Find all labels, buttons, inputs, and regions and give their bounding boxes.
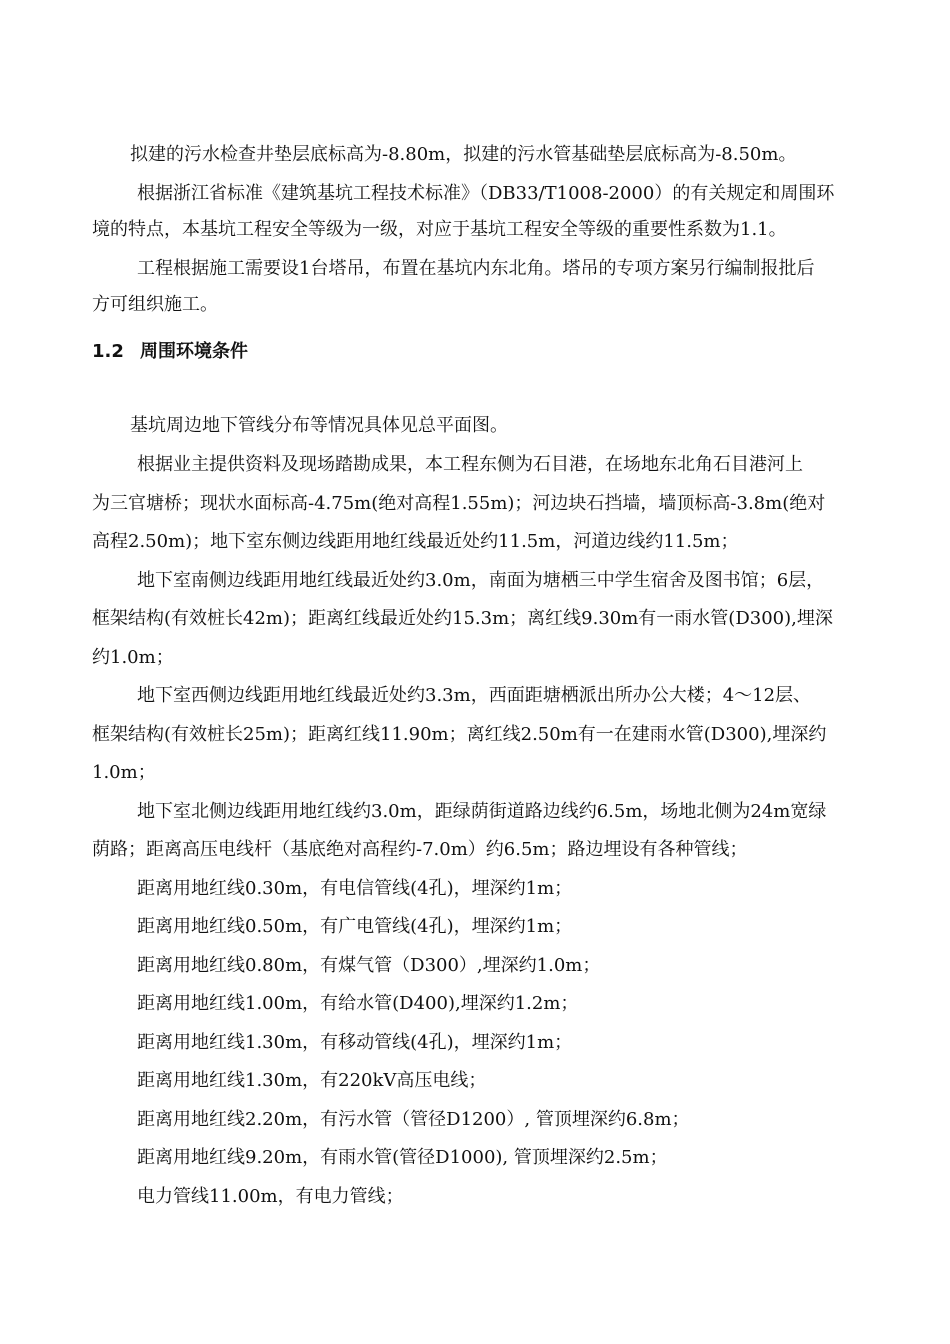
pipeline-item: 距离用地红线1.00m，有给水管(D400),埋深约1.2m； xyxy=(137,993,579,1014)
paragraph-line: 工程根据施工需要设1台塔吊，布置在基坑内东北角。塔吊的专项方案另行编制报批后 xyxy=(137,258,815,279)
pipeline-item: 距离用地红线0.50m，有广电管线(4孔)，埋深约1m； xyxy=(137,916,573,937)
paragraph-line: 地下室北侧边线距用地红线约3.0m，距绿荫街道路边线约6.5m，场地北侧为24m宽绿 xyxy=(137,801,827,822)
paragraph-line: 框架结构(有效桩长25m)；距离红线11.90m；离红线2.50m有一在建雨水管(D300),埋深约 xyxy=(92,724,827,745)
paragraph-line: 为三官塘桥；现状水面标高-4.75m(绝对高程1.55m)；河边块石挡墙，墙顶标高-3.8m(绝对 xyxy=(92,493,826,514)
section-heading xyxy=(92,340,248,364)
paragraph-line: 方可组织施工。 xyxy=(92,294,218,315)
paragraph-line: 根据浙江省标准《建筑基坑工程技术标准》（DB33/T1008-2000）的有关规定和周围环 xyxy=(137,183,835,204)
paragraph-line: 拟建的污水检查井垫层底标高为-8.80m，拟建的污水管基础垫层底标高为-8.50m。 xyxy=(130,144,797,165)
pipeline-item: 距离用地红线1.30m，有220kV高压电线； xyxy=(137,1070,487,1091)
paragraph-line: 境的特点，本基坑工程安全等级为一级，对应于基坑工程安全等级的重要性系数为1.1。 xyxy=(92,219,787,240)
pipeline-item: 距离用地红线1.30m，有移动管线(4孔)，埋深约1m； xyxy=(137,1032,573,1053)
pipeline-item: 距离用地红线9.20m，有雨水管(管径D1000), 管顶埋深约2.5m； xyxy=(137,1147,668,1168)
paragraph-line: 框架结构(有效桩长42m)；距离红线最近处约15.3m；离红线9.30m有一雨水管(D300),埋深 xyxy=(92,608,833,629)
paragraph-line: 约1.0m； xyxy=(92,647,174,668)
paragraph-line: 根据业主提供资料及现场踏勘成果，本工程东侧为石目港，在场地东北角石目港河上 xyxy=(137,454,803,475)
section-title: 周围环境条件 xyxy=(140,341,248,362)
pipeline-item: 距离用地红线0.30m，有电信管线(4孔)，埋深约1m； xyxy=(137,878,573,899)
pipeline-item: 距离用地红线0.80m，有煤气管（D300）,埋深约1.0m； xyxy=(137,955,601,976)
section-number: 1.2 xyxy=(92,341,124,362)
pipeline-item: 电力管线11.00m，有电力管线； xyxy=(137,1186,404,1207)
paragraph-line: 基坑周边地下管线分布等情况具体见总平面图。 xyxy=(130,415,508,436)
paragraph-line: 荫路；距离高压电线杆（基底绝对高程约-7.0m）约6.5m；路边埋设有各种管线； xyxy=(92,839,748,860)
pipeline-item: 距离用地红线2.20m，有污水管（管径D1200）, 管顶埋深约6.8m； xyxy=(137,1109,690,1130)
paragraph-line: 地下室西侧边线距用地红线最近处约3.3m，西面距塘栖派出所办公大楼；4～12层、 xyxy=(137,685,812,706)
paragraph-line: 1.0m； xyxy=(92,762,156,783)
paragraph-line: 地下室南侧边线距用地红线最近处约3.0m，南面为塘栖三中学生宿舍及图书馆；6层， xyxy=(137,570,825,591)
paragraph-line: 高程2.50m)；地下室东侧边线距用地红线最近处约11.5m，河道边线约11.5m； xyxy=(92,531,739,552)
